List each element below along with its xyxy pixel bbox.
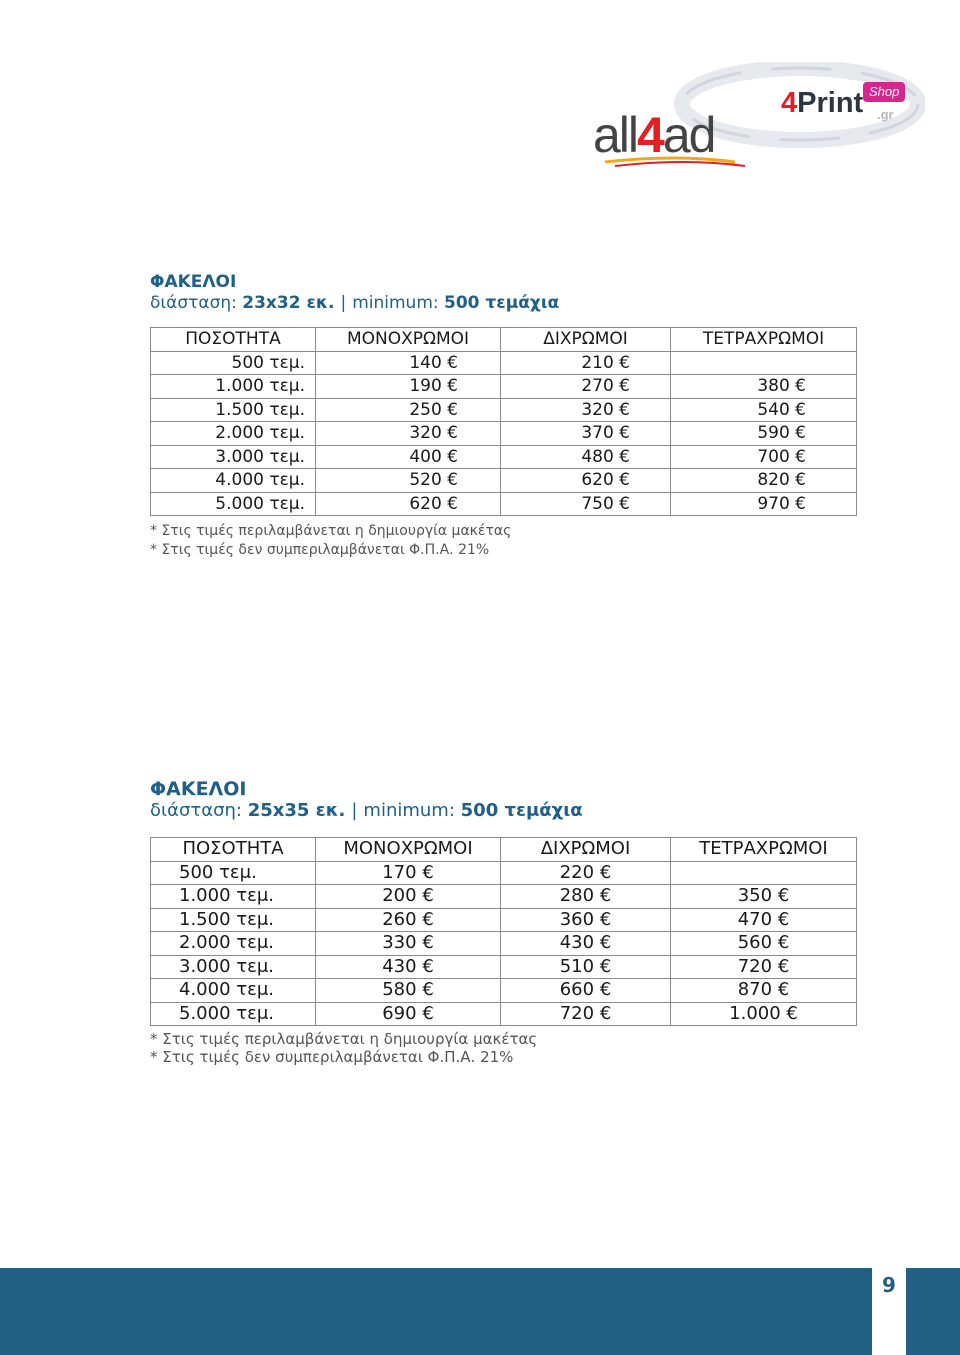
table-cell: 330 € bbox=[316, 932, 501, 956]
section-title: ΦΑΚΕΛΟΙ bbox=[150, 778, 247, 800]
logo-all4ad: all4ad bbox=[593, 107, 715, 163]
table-cell: 3.000 τεμ. bbox=[151, 445, 316, 469]
table-cell: 270 € bbox=[501, 375, 671, 399]
column-header: ΔΙΧΡΩΜΟΙ bbox=[501, 838, 671, 862]
table-cell: 140 € bbox=[316, 351, 501, 375]
note-line: * Στις τιμές δεν συμπεριλαμβάνεται Φ.Π.Α. 21% bbox=[150, 1048, 514, 1066]
column-header: ΤΕΤΡΑΧΡΩΜΟΙ bbox=[671, 328, 857, 352]
table-row bbox=[151, 955, 857, 979]
table-row bbox=[151, 1002, 857, 1026]
note-line: * Στις τιμές περιλαμβάνεται η δημιουργία μακέτας bbox=[150, 1030, 538, 1048]
section-subtitle: διάσταση: 23x32 εκ. | minimum: 500 τεμάχια bbox=[150, 293, 560, 313]
note-line: * Στις τιμές δεν συμπεριλαμβάνεται Φ.Π.Α. 21% bbox=[150, 542, 490, 558]
table-cell: 210 € bbox=[501, 351, 671, 375]
section-title: ΦΑΚΕΛΟΙ bbox=[150, 272, 237, 292]
logo-shop-badge: Shop bbox=[863, 82, 905, 102]
table-cell: 720 € bbox=[501, 1002, 671, 1026]
table-cell: 540 € bbox=[671, 398, 857, 422]
table-cell: 620 € bbox=[316, 492, 501, 516]
logo-4print: 4Print bbox=[781, 87, 864, 119]
table-cell: 500 τεμ. bbox=[151, 861, 316, 885]
column-header: ΜΟΝΟΧΡΩΜΟΙ bbox=[316, 328, 501, 352]
table-cell: 660 € bbox=[501, 979, 671, 1003]
table-cell: 370 € bbox=[501, 422, 671, 446]
table-row bbox=[151, 861, 857, 885]
table-cell: 1.000 € bbox=[671, 1002, 857, 1026]
table-row bbox=[151, 908, 857, 932]
table-cell: 2.000 τεμ. bbox=[151, 932, 316, 956]
table-cell: 350 € bbox=[671, 885, 857, 909]
table-cell: 430 € bbox=[501, 932, 671, 956]
table-cell: 4.000 τεμ. bbox=[151, 469, 316, 493]
table-header-row bbox=[151, 328, 857, 352]
table-cell: 690 € bbox=[316, 1002, 501, 1026]
table-cell: 1.500 τεμ. bbox=[151, 908, 316, 932]
brand-logo bbox=[585, 62, 925, 182]
table-cell: 720 € bbox=[671, 955, 857, 979]
table-cell: 3.000 τεμ. bbox=[151, 955, 316, 979]
column-header: ΔΙΧΡΩΜΟΙ bbox=[501, 328, 671, 352]
table-cell: 250 € bbox=[316, 398, 501, 422]
table-cell: 750 € bbox=[501, 492, 671, 516]
table-cell: 470 € bbox=[671, 908, 857, 932]
table-cell: 2.000 τεμ. bbox=[151, 422, 316, 446]
table-row bbox=[151, 398, 857, 422]
note-line: * Στις τιμές περιλαμβάνεται η δημιουργία μακέτας bbox=[150, 523, 512, 539]
table-cell: 5.000 τεμ. bbox=[151, 492, 316, 516]
table-cell: 480 € bbox=[501, 445, 671, 469]
table-cell: 220 € bbox=[501, 861, 671, 885]
table-cell: 280 € bbox=[501, 885, 671, 909]
section-subtitle: διάσταση: 25x35 εκ. | minimum: 500 τεμάχια bbox=[150, 800, 583, 821]
table-cell: 5.000 τεμ. bbox=[151, 1002, 316, 1026]
table-cell: 520 € bbox=[316, 469, 501, 493]
table-row bbox=[151, 885, 857, 909]
envelope-section-23x32 bbox=[150, 272, 856, 560]
column-header: ΜΟΝΟΧΡΩΜΟΙ bbox=[316, 838, 501, 862]
table-row bbox=[151, 932, 857, 956]
price-notes bbox=[150, 522, 856, 560]
envelope-section-25x35 bbox=[150, 778, 856, 1066]
table-cell: 510 € bbox=[501, 955, 671, 979]
column-header: ΤΕΤΡΑΧΡΩΜΟΙ bbox=[671, 838, 857, 862]
column-header: ΠΟΣΟΤΗΤΑ bbox=[151, 838, 316, 862]
table-cell: 4.000 τεμ. bbox=[151, 979, 316, 1003]
table-cell: 560 € bbox=[671, 932, 857, 956]
table-row bbox=[151, 375, 857, 399]
table-cell: 1.500 τεμ. bbox=[151, 398, 316, 422]
price-notes bbox=[150, 1030, 856, 1066]
table-cell: 320 € bbox=[316, 422, 501, 446]
table-cell: 200 € bbox=[316, 885, 501, 909]
table-cell: 170 € bbox=[316, 861, 501, 885]
table-cell: 360 € bbox=[501, 908, 671, 932]
table-cell: 320 € bbox=[501, 398, 671, 422]
table-row bbox=[151, 979, 857, 1003]
table-cell: 1.000 τεμ. bbox=[151, 375, 316, 399]
logo-gr: .gr bbox=[877, 107, 894, 122]
table-row bbox=[151, 469, 857, 493]
table-header-row bbox=[151, 838, 857, 862]
table-cell: 620 € bbox=[501, 469, 671, 493]
table-cell: 380 € bbox=[671, 375, 857, 399]
column-header: ΠΟΣΟΤΗΤΑ bbox=[151, 328, 316, 352]
table-cell: 400 € bbox=[316, 445, 501, 469]
table-row bbox=[151, 351, 857, 375]
table-cell: 500 τεμ. bbox=[151, 351, 316, 375]
price-table bbox=[150, 327, 857, 516]
table-cell: 970 € bbox=[671, 492, 857, 516]
table-cell: 870 € bbox=[671, 979, 857, 1003]
table-cell bbox=[671, 861, 857, 885]
table-cell bbox=[671, 351, 857, 375]
table-row bbox=[151, 445, 857, 469]
table-cell: 430 € bbox=[316, 955, 501, 979]
table-cell: 580 € bbox=[316, 979, 501, 1003]
page-number: 9 bbox=[882, 1273, 896, 1297]
table-cell: 260 € bbox=[316, 908, 501, 932]
table-cell: 590 € bbox=[671, 422, 857, 446]
table-cell: 1.000 τεμ. bbox=[151, 885, 316, 909]
footer-bar bbox=[0, 1268, 960, 1355]
table-cell: 190 € bbox=[316, 375, 501, 399]
table-row bbox=[151, 492, 857, 516]
table-row bbox=[151, 422, 857, 446]
table-cell: 820 € bbox=[671, 469, 857, 493]
page-number-box bbox=[872, 1268, 906, 1355]
table-cell: 700 € bbox=[671, 445, 857, 469]
price-table bbox=[150, 837, 857, 1026]
